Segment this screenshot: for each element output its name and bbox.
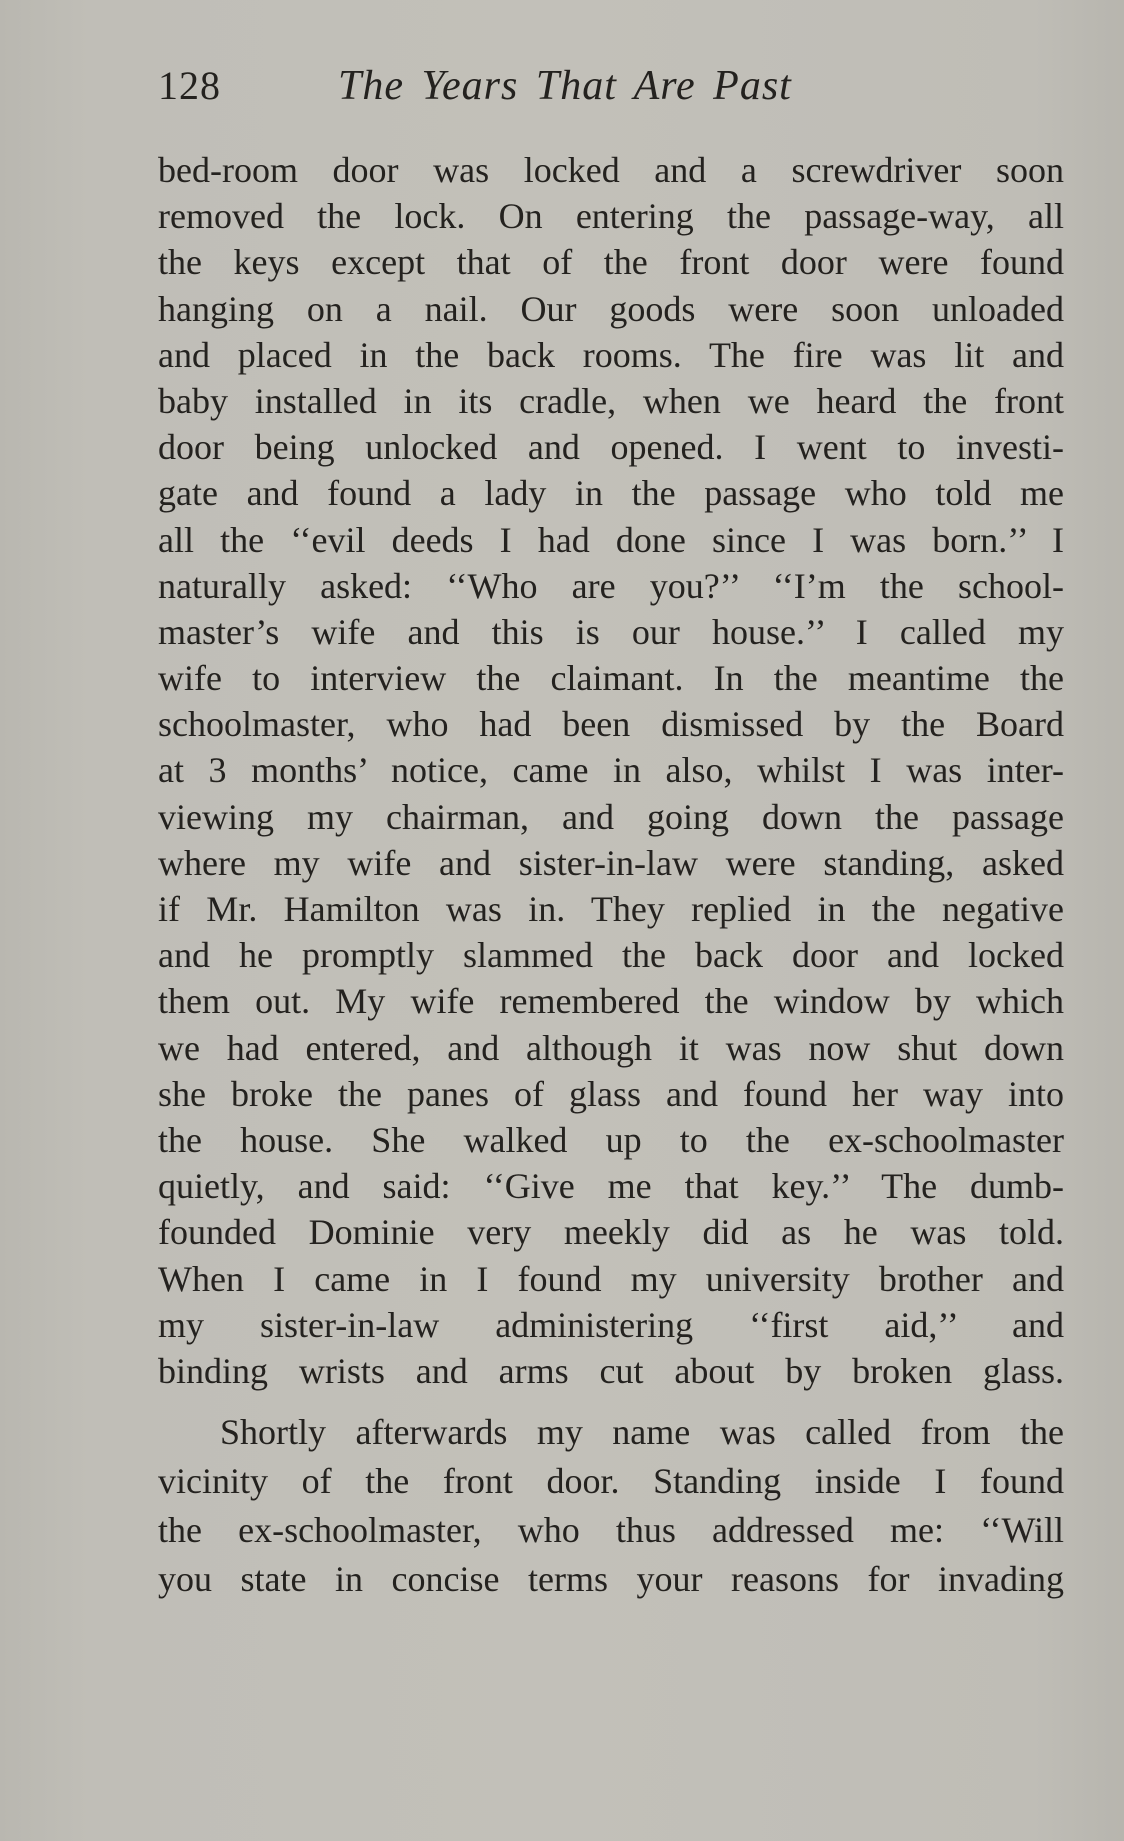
text-line: and placed in the back rooms. The fire was lit and bbox=[158, 334, 1064, 375]
text-line: gate and found a lady in the passage who told me bbox=[158, 473, 1064, 514]
text-line: bed-room door was locked and a screwdriver soon bbox=[158, 150, 1064, 190]
text-line: Shortly afterwards my name was called from the bbox=[220, 1412, 1064, 1453]
text-line: hanging on a nail. Our goods were soon unloaded bbox=[158, 288, 1064, 329]
text-line: she broke the panes of glass and found her way into bbox=[158, 1073, 1064, 1114]
paragraph-2 bbox=[158, 1408, 1064, 1604]
text-line: my sister-in-law administering ‘‘first aid,’’ and bbox=[158, 1304, 1064, 1345]
text-line: viewing my chairman, and going down the passage bbox=[158, 796, 1064, 837]
text-line: the house. She walked up to the ex-schoolmaster bbox=[158, 1119, 1064, 1160]
text-line: wife to interview the claimant. In the meantime the bbox=[158, 658, 1064, 699]
text-line: all the ‘‘evil deeds I had done since I was born.’’ I bbox=[158, 519, 1064, 560]
text-line: baby installed in its cradle, when we heard the front bbox=[158, 380, 1064, 421]
running-title: The Years That Are Past bbox=[338, 63, 792, 109]
text-line: door being unlocked and opened. I went to investi- bbox=[158, 427, 1064, 468]
text-line: founded Dominie very meekly did as he was told. bbox=[158, 1212, 1064, 1253]
text-line: binding wrists and arms cut about by broken glass. bbox=[158, 1350, 1064, 1391]
text-line: naturally asked: ‘‘Who are you?’’ ‘‘I’m the school- bbox=[158, 565, 1064, 606]
text-line: removed the lock. On entering the passage-way, all bbox=[158, 196, 1064, 237]
text-line: vicinity of the front door. Standing inside I found bbox=[158, 1461, 1064, 1502]
text-line: you state in concise terms your reasons for invading bbox=[158, 1559, 1064, 1600]
text-line: the ex-schoolmaster, who thus addressed me: ‘‘Will bbox=[158, 1510, 1064, 1551]
text-line: quietly, and said: ‘‘Give me that key.’’ The dumb- bbox=[158, 1166, 1064, 1207]
page-number: 128 bbox=[158, 63, 221, 108]
text-line: master’s wife and this is our house.’’ I called my bbox=[158, 611, 1064, 652]
paragraph-1 bbox=[158, 147, 1064, 1394]
text-line: if Mr. Hamilton was in. They replied in the negative bbox=[158, 889, 1064, 929]
text-line: them out. My wife remembered the window by which bbox=[158, 981, 1064, 1022]
text-line: at 3 months’ notice, came in also, whilst I was inter- bbox=[158, 750, 1064, 791]
body-text bbox=[158, 147, 1064, 1604]
text-line: where my wife and sister-in-law were standing, asked bbox=[158, 842, 1064, 883]
text-line: schoolmaster, who had been dismissed by the Board bbox=[158, 704, 1064, 745]
text-line: the keys except that of the front door were found bbox=[158, 242, 1064, 283]
text-line: and he promptly slammed the back door and locked bbox=[158, 935, 1064, 976]
paragraph-gap bbox=[158, 1394, 1064, 1408]
text-line: we had entered, and although it was now shut down bbox=[158, 1027, 1064, 1068]
text-line: When I came in I found my university brother and bbox=[158, 1258, 1064, 1299]
page-header bbox=[158, 62, 1078, 122]
